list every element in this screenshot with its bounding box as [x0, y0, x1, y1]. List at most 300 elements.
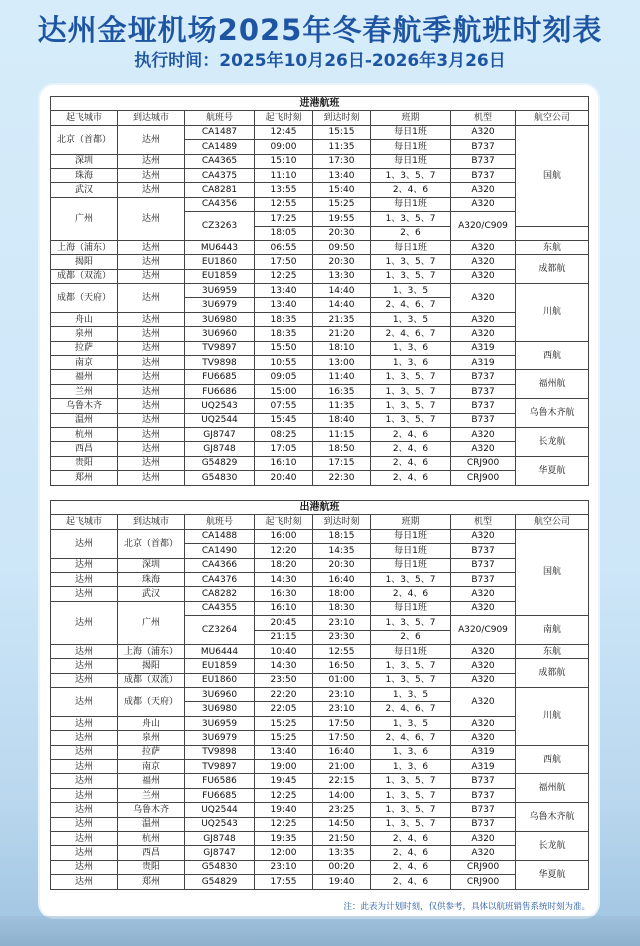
table-cell: CA4355 — [185, 601, 255, 615]
table-row — [51, 558, 589, 572]
table-cell: A320 — [451, 644, 516, 658]
table-cell: 14:30 — [255, 572, 313, 586]
table-cell: A320 — [451, 327, 516, 341]
table-cell: B737 — [451, 774, 516, 788]
table-cell: 2、4、6 — [371, 875, 451, 889]
table-cell: 12:55 — [313, 644, 371, 658]
table-cell: 深圳 — [118, 558, 185, 572]
table-cell: A320 — [451, 284, 516, 313]
table-cell: 达州 — [51, 716, 118, 730]
table-cell: 达州 — [118, 312, 185, 326]
table-cell: 15:15 — [313, 125, 371, 139]
table-cell: 14:30 — [255, 659, 313, 673]
table-cell: A320 — [451, 125, 516, 139]
table-cell: 2、4、6 — [371, 471, 451, 485]
table-cell: 12:00 — [255, 846, 313, 860]
table-cell: 温州 — [51, 413, 118, 427]
table-cell: 13:35 — [313, 846, 371, 860]
table-cell: 2、4、6 — [371, 846, 451, 860]
table-cell: TV9898 — [185, 745, 255, 759]
table-cell: 达州 — [118, 341, 185, 355]
table-cell: 21:15 — [255, 630, 313, 644]
table-cell: 达州 — [118, 327, 185, 341]
table-cell: 3U6980 — [185, 702, 255, 716]
page-title: 达州金垭机场2025年冬春航季航班时刻表 — [37, 13, 603, 47]
table-cell: 2、4、6、7 — [371, 702, 451, 716]
arrivals-table — [50, 96, 589, 486]
table-cell: 西昌 — [51, 442, 118, 456]
table-row — [51, 413, 589, 427]
table-cell: 16:40 — [313, 745, 371, 759]
table-cell: 达州 — [51, 572, 118, 586]
table-cell: 乌鲁木齐航 — [516, 399, 589, 428]
table-cell: 19:55 — [313, 212, 371, 226]
table-cell: 13:40 — [313, 168, 371, 182]
table-cell: 18:30 — [313, 601, 371, 615]
table-cell: 达州 — [118, 442, 185, 456]
table-cell: 12:55 — [255, 197, 313, 211]
table-cell: 1、3、5、7 — [371, 168, 451, 182]
table-cell: 揭阳 — [118, 659, 185, 673]
table-row — [51, 327, 589, 341]
table-row — [51, 673, 589, 687]
table-cell: 17:30 — [313, 154, 371, 168]
table-row — [51, 745, 589, 759]
table-cell: 每日1班 — [371, 601, 451, 615]
table-row — [51, 731, 589, 745]
table-cell: 2、4、6、7 — [371, 327, 451, 341]
table-cell: 23:10 — [313, 702, 371, 716]
table-cell: 17:50 — [313, 716, 371, 730]
table-cell: 达州 — [118, 356, 185, 370]
table-cell: 3U6959 — [185, 716, 255, 730]
departures-table — [50, 500, 589, 890]
table-row — [51, 125, 589, 139]
table-cell: A320 — [451, 442, 516, 456]
table-cell: 华夏航 — [516, 456, 589, 485]
table-cell: 2、4、6、7 — [371, 731, 451, 745]
table-row — [51, 154, 589, 168]
table-cell: 达州 — [51, 803, 118, 817]
table-cell: 达州 — [51, 860, 118, 874]
table-cell: 22:05 — [255, 702, 313, 716]
table-cell: 达州 — [51, 760, 118, 774]
table-cell: A320/C909 — [451, 212, 516, 241]
table-cell: 15:00 — [255, 384, 313, 398]
table-cell: 达州 — [118, 168, 185, 182]
table-cell: A320 — [451, 673, 516, 687]
table-cell: 16:00 — [255, 529, 313, 543]
table-cell: A319 — [451, 356, 516, 370]
column-header: 航空公司 — [516, 111, 589, 125]
table-row — [51, 688, 589, 702]
table-cell: 川航 — [516, 284, 589, 342]
table-cell: 08:25 — [255, 427, 313, 441]
table-cell: TV9898 — [185, 356, 255, 370]
table-cell: 1、3、5、7 — [371, 774, 451, 788]
table-cell: 3U6979 — [185, 298, 255, 312]
table-cell: 2、4、6 — [371, 831, 451, 845]
table-cell: CA1488 — [185, 529, 255, 543]
table-cell: CA1489 — [185, 140, 255, 154]
table-cell: 11:15 — [313, 427, 371, 441]
table-cell: A320 — [451, 659, 516, 673]
column-header: 到达时刻 — [313, 111, 371, 125]
table-row — [51, 875, 589, 889]
table-cell: 泉州 — [51, 327, 118, 341]
table-cell: 2、4、6 — [371, 427, 451, 441]
table-cell: 乌鲁木齐 — [51, 399, 118, 413]
table-cell: 1、3、5、7 — [371, 413, 451, 427]
table-cell: 13:40 — [255, 745, 313, 759]
table-cell: 1、3、5、7 — [371, 212, 451, 226]
table-cell: B737 — [451, 572, 516, 586]
table-cell: EU1860 — [185, 673, 255, 687]
column-header: 到达时刻 — [313, 515, 371, 529]
table-row — [51, 341, 589, 355]
table-cell: 成都航 — [516, 255, 589, 284]
table-cell: 07:55 — [255, 399, 313, 413]
table-cell: 23:50 — [255, 673, 313, 687]
table-cell: 1、3、5、7 — [371, 616, 451, 630]
table-cell: UQ2543 — [185, 399, 255, 413]
table-cell: 13:30 — [313, 269, 371, 283]
table-cell: 18:05 — [255, 226, 313, 240]
table-cell: 成都（双流） — [51, 269, 118, 283]
table-cell: B737 — [451, 803, 516, 817]
table-cell: 3U6960 — [185, 327, 255, 341]
table-cell: A320/C909 — [451, 616, 516, 645]
table-cell: B737 — [451, 544, 516, 558]
table-row — [51, 774, 589, 788]
column-header: 起飞时刻 — [255, 515, 313, 529]
table-cell: 11:35 — [313, 399, 371, 413]
table-cell: 南京 — [118, 760, 185, 774]
table-cell: B737 — [451, 788, 516, 802]
table-cell: 每日1班 — [371, 558, 451, 572]
column-header: 航空公司 — [516, 515, 589, 529]
table-cell: 1、3、5、7 — [371, 370, 451, 384]
table-cell: 19:40 — [255, 803, 313, 817]
table-cell: 3U6959 — [185, 284, 255, 298]
table-cell: 12:45 — [255, 125, 313, 139]
table-cell: 达州 — [118, 240, 185, 254]
table-cell: 12:25 — [255, 269, 313, 283]
table-cell: CA1490 — [185, 544, 255, 558]
table-cell: MU6444 — [185, 644, 255, 658]
table-cell: 长龙航 — [516, 427, 589, 456]
table-cell: MU6443 — [185, 240, 255, 254]
table-cell: 09:50 — [313, 240, 371, 254]
table-row — [51, 197, 589, 211]
table-cell: 1、3、6 — [371, 760, 451, 774]
table-cell: 每日1班 — [371, 125, 451, 139]
table-cell: 武汉 — [118, 587, 185, 601]
table-cell: B737 — [451, 399, 516, 413]
table-cell: 达州 — [51, 644, 118, 658]
table-cell: 广州 — [118, 601, 185, 644]
table-cell: 上海（浦东） — [51, 240, 118, 254]
departures-header-row — [51, 515, 589, 529]
table-row — [51, 240, 589, 254]
table-cell: 拉萨 — [51, 341, 118, 355]
table-cell: 国航 — [516, 125, 589, 226]
table-row — [51, 817, 589, 831]
column-header: 到达城市 — [118, 111, 185, 125]
table-row — [51, 183, 589, 197]
table-cell: 长龙航 — [516, 831, 589, 860]
table-cell: 1、3、5 — [371, 716, 451, 730]
table-cell: 12:25 — [255, 788, 313, 802]
footnote: 注：此表为计划时刻，仅供参考，具体以航班销售系统时刻为准。 — [343, 902, 590, 912]
table-row — [51, 644, 589, 658]
table-cell: 17:50 — [255, 255, 313, 269]
table-row — [51, 529, 589, 543]
table-cell: CA8281 — [185, 183, 255, 197]
table-cell: 20:30 — [313, 255, 371, 269]
table-cell: B737 — [451, 558, 516, 572]
table-cell: 1、3、5、7 — [371, 788, 451, 802]
table-cell: 00:20 — [313, 860, 371, 874]
table-row — [51, 860, 589, 874]
table-cell: G54829 — [185, 456, 255, 470]
column-header: 航班号 — [185, 111, 255, 125]
table-cell: CA4376 — [185, 572, 255, 586]
table-cell: 达州 — [51, 788, 118, 802]
table-cell: 达州 — [51, 529, 118, 558]
table-cell: B737 — [451, 370, 516, 384]
table-cell: 北京（首都） — [51, 125, 118, 154]
table-row — [51, 846, 589, 860]
table-row — [51, 831, 589, 845]
table-row — [51, 456, 589, 470]
table-cell: B737 — [451, 168, 516, 182]
table-row — [51, 370, 589, 384]
table-cell: 西航 — [516, 745, 589, 774]
table-cell: 11:10 — [255, 168, 313, 182]
table-cell: FU6686 — [185, 384, 255, 398]
table-row — [51, 659, 589, 673]
table-cell: 21:50 — [313, 831, 371, 845]
table-cell: 东航 — [516, 240, 589, 254]
table-cell: 达州 — [118, 284, 185, 313]
table-cell: 20:30 — [313, 226, 371, 240]
table-cell: 06:55 — [255, 240, 313, 254]
table-cell: 16:40 — [313, 572, 371, 586]
table-cell: 19:35 — [255, 831, 313, 845]
table-cell: 15:25 — [255, 731, 313, 745]
table-cell: 达州 — [51, 831, 118, 845]
table-cell: 南京 — [51, 356, 118, 370]
table-cell: 每日1班 — [371, 544, 451, 558]
table-cell: CA4365 — [185, 154, 255, 168]
table-cell: 21:35 — [313, 312, 371, 326]
table-cell: 福州 — [118, 774, 185, 788]
table-cell: A320 — [451, 831, 516, 845]
table-cell: 达州 — [118, 269, 185, 283]
table-cell: 19:40 — [313, 875, 371, 889]
table-cell: 1、3、6 — [371, 341, 451, 355]
table-cell: 达州 — [118, 255, 185, 269]
table-row — [51, 312, 589, 326]
table-cell: 18:40 — [313, 413, 371, 427]
table-cell: 达州 — [51, 558, 118, 572]
table-cell: 10:40 — [255, 644, 313, 658]
table-cell: CRJ900 — [451, 875, 516, 889]
table-cell: A320 — [451, 688, 516, 717]
table-cell: 揭阳 — [51, 255, 118, 269]
table-cell: 3U6979 — [185, 731, 255, 745]
table-cell: 达州 — [51, 688, 118, 717]
table-cell: 郑州 — [118, 875, 185, 889]
table-cell: A320 — [451, 601, 516, 615]
table-cell: 1、3、6 — [371, 745, 451, 759]
table-cell: 1、3、5 — [371, 284, 451, 298]
table-cell: 15:25 — [255, 716, 313, 730]
table-cell: 21:00 — [313, 760, 371, 774]
table-cell: 成都航 — [516, 659, 589, 688]
table-cell: FU6685 — [185, 370, 255, 384]
table-cell: G54830 — [185, 860, 255, 874]
table-cell: 23:10 — [255, 860, 313, 874]
table-cell: 西昌 — [118, 846, 185, 860]
column-header: 起飞时刻 — [255, 111, 313, 125]
table-cell: 16:30 — [255, 587, 313, 601]
table-cell: 2、6 — [371, 630, 451, 644]
table-cell: 15:45 — [255, 413, 313, 427]
table-row — [51, 427, 589, 441]
table-cell: 1、3、5、7 — [371, 384, 451, 398]
column-header: 起飞城市 — [51, 515, 118, 529]
table-cell: A320 — [451, 427, 516, 441]
arrivals-header-row — [51, 111, 589, 125]
table-cell: CA1487 — [185, 125, 255, 139]
table-cell: CA8282 — [185, 587, 255, 601]
table-cell: 15:40 — [313, 183, 371, 197]
table-cell: 21:20 — [313, 327, 371, 341]
table-cell: 兰州 — [118, 788, 185, 802]
table-cell: UQ2544 — [185, 803, 255, 817]
page-subtitle: 执行时间：2025年10月26日-2026年3月26日 — [134, 51, 506, 71]
table-cell: 18:35 — [255, 312, 313, 326]
table-cell: 2、4、6、7 — [371, 298, 451, 312]
table-cell: 1、3、5、7 — [371, 572, 451, 586]
table-cell: UQ2543 — [185, 817, 255, 831]
table-cell: 14:00 — [313, 788, 371, 802]
table-cell: 福州航 — [516, 774, 589, 803]
table-cell: GJ8747 — [185, 846, 255, 860]
table-cell: 1、3、5、7 — [371, 673, 451, 687]
table-cell: 武汉 — [51, 183, 118, 197]
table-cell: GJ8747 — [185, 427, 255, 441]
table-row — [51, 471, 589, 485]
table-row — [51, 284, 589, 298]
table-cell: 达州 — [118, 125, 185, 154]
table-cell: 达州 — [118, 370, 185, 384]
table-cell: 达州 — [51, 817, 118, 831]
table-cell: 18:35 — [255, 327, 313, 341]
column-header: 机型 — [451, 111, 516, 125]
table-cell: 北京（首都） — [118, 529, 185, 558]
table-cell: 23:30 — [313, 630, 371, 644]
table-row — [51, 384, 589, 398]
table-cell: 泉州 — [118, 731, 185, 745]
table-cell: 珠海 — [51, 168, 118, 182]
table-cell: A319 — [451, 745, 516, 759]
table-row — [51, 803, 589, 817]
table-cell: EU1859 — [185, 269, 255, 283]
table-cell: 福州航 — [516, 370, 589, 399]
table-cell: 17:15 — [313, 456, 371, 470]
table-cell: 珠海 — [118, 572, 185, 586]
table-cell: 达州 — [51, 659, 118, 673]
table-cell: 达州 — [118, 427, 185, 441]
table-cell: 2、6 — [371, 226, 451, 240]
table-row — [51, 587, 589, 601]
table-cell: 22:20 — [255, 688, 313, 702]
column-header: 机型 — [451, 515, 516, 529]
table-cell: FU6685 — [185, 788, 255, 802]
table-row — [51, 399, 589, 413]
table-cell: 17:05 — [255, 442, 313, 456]
table-cell: 14:40 — [313, 298, 371, 312]
table-cell: 福州 — [51, 370, 118, 384]
table-cell: 1、3、5、7 — [371, 659, 451, 673]
table-cell: 2、4、6 — [371, 442, 451, 456]
table-cell: B737 — [451, 384, 516, 398]
table-cell: 3U6980 — [185, 312, 255, 326]
table-cell: 18:50 — [313, 442, 371, 456]
table-cell: 1、3、5、7 — [371, 269, 451, 283]
table-cell: B737 — [451, 154, 516, 168]
table-cell: 1、3、5、7 — [371, 399, 451, 413]
table-cell: GJ8748 — [185, 442, 255, 456]
table-cell: 达州 — [51, 601, 118, 644]
table-row — [51, 356, 589, 370]
table-row — [51, 788, 589, 802]
table-cell: 15:25 — [313, 197, 371, 211]
table-cell: 达州 — [118, 456, 185, 470]
table-cell: 达州 — [51, 774, 118, 788]
arrivals-section-title: 进港航班 — [51, 97, 589, 111]
table-cell: A320 — [451, 312, 516, 326]
table-cell: 19:45 — [255, 774, 313, 788]
table-cell: 13:40 — [255, 284, 313, 298]
table-cell: 1、3、5、7 — [371, 817, 451, 831]
table-cell: 郑州 — [51, 471, 118, 485]
table-cell: 西航 — [516, 341, 589, 370]
table-cell: 09:00 — [255, 140, 313, 154]
table-cell: 2、4、6 — [371, 456, 451, 470]
table-cell: 2、4、6 — [371, 587, 451, 601]
table-cell: 每日1班 — [371, 644, 451, 658]
column-header: 航班号 — [185, 515, 255, 529]
table-cell: A320 — [451, 269, 516, 283]
table-cell: 达州 — [51, 875, 118, 889]
table-cell: 达州 — [118, 183, 185, 197]
table-cell: 达州 — [118, 399, 185, 413]
table-cell: 1、3、5、7 — [371, 803, 451, 817]
table-cell: 12:25 — [255, 817, 313, 831]
table-cell: 东航 — [516, 644, 589, 658]
table-cell: 17:50 — [313, 731, 371, 745]
table-cell: G54830 — [185, 471, 255, 485]
table-cell: A320 — [451, 846, 516, 860]
table-cell: 13:40 — [255, 298, 313, 312]
table-cell: 达州 — [51, 731, 118, 745]
table-cell: 杭州 — [51, 427, 118, 441]
table-cell: 舟山 — [51, 312, 118, 326]
